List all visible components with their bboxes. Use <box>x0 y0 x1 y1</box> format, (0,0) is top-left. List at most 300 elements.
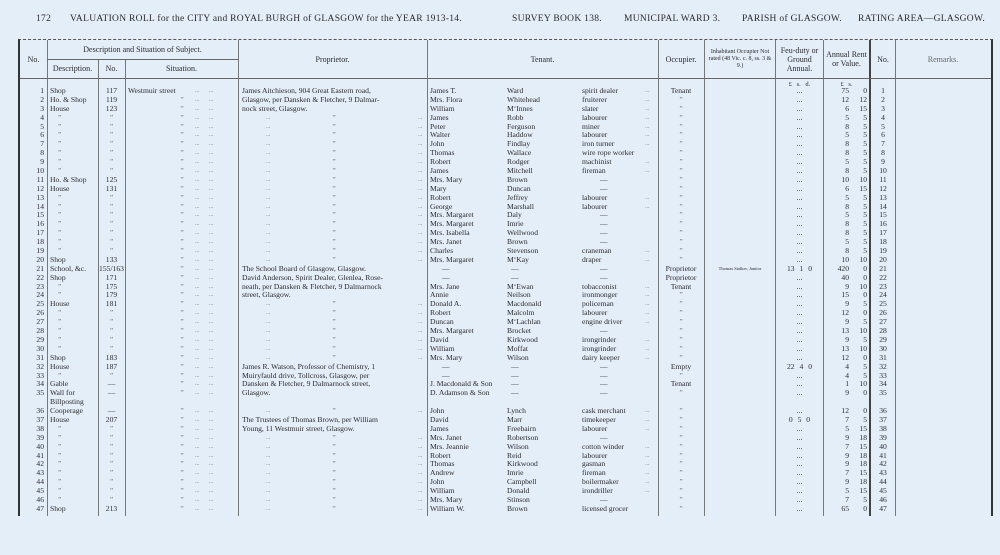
description: ” <box>58 166 62 176</box>
rent-shillings: 5 <box>863 494 867 504</box>
row-number: 27 <box>36 317 44 327</box>
street-number: ” <box>109 317 114 327</box>
street-number: ” <box>109 450 114 460</box>
row-number-right: 35 <box>879 388 887 398</box>
tenant-occupation: miner <box>582 121 600 131</box>
rent-pounds: 8 <box>845 219 849 229</box>
feu-duty: ... <box>796 219 803 229</box>
situation: ” <box>180 414 184 424</box>
description: Ho. & Shop <box>50 94 87 104</box>
description: ” <box>58 139 62 149</box>
feu-duty: ... <box>796 228 803 238</box>
row-number: 22 <box>36 272 44 282</box>
row-number: 46 <box>36 494 44 504</box>
row-number: 35 <box>36 388 44 398</box>
row-number-right: 21 <box>879 263 887 273</box>
tenant-occupation: engine driver <box>582 317 623 327</box>
rent-shillings: 0 <box>863 352 867 362</box>
feu-units: £ s. d. <box>788 80 811 88</box>
leader-dots: ... ... <box>195 390 214 397</box>
leader-dots: ... ... <box>195 372 214 379</box>
leader-dots: ... <box>418 452 423 459</box>
leader-dots: ... <box>266 452 271 459</box>
rent-pounds: 9 <box>845 432 849 442</box>
feu-duty: ... <box>796 183 803 193</box>
tenant-first-name: Andrew <box>430 468 455 478</box>
rent-pounds: 8 <box>845 246 849 256</box>
situation: ” <box>180 308 184 318</box>
leader-dots: ... <box>418 470 423 477</box>
leader-dots: ... ... <box>195 425 214 432</box>
row-number-right: 46 <box>879 494 887 504</box>
street-number: ” <box>109 192 114 202</box>
tenant-first-name: James <box>430 112 449 122</box>
rent-shillings: 5 <box>863 299 867 309</box>
description: ” <box>58 494 62 504</box>
street-number: ” <box>109 308 114 318</box>
row-number-right: 18 <box>879 237 887 247</box>
tenant-first-name: Robert <box>430 157 451 167</box>
leader-dots: ... <box>418 168 423 175</box>
street-number: ” <box>109 486 114 496</box>
street-number: 171 <box>105 272 118 282</box>
roll-title: VALUATION ROLL for the CITY and ROYAL BURGH of GLASGOW for the YEAR 1913-14. <box>70 14 463 24</box>
rent-pounds: 1 <box>845 379 849 389</box>
rent-pounds: 12 <box>841 94 849 104</box>
row-number: 32 <box>36 361 44 371</box>
leader-dots: ... <box>266 203 271 210</box>
occupier: ” <box>679 121 683 131</box>
row-number-right: 12 <box>879 183 887 193</box>
tenant-surname: Wallace <box>507 148 532 158</box>
feu-duty: ... <box>796 94 803 104</box>
tenant-surname: M‘Kay <box>507 254 529 264</box>
feu-duty: ... <box>796 157 803 167</box>
occupier: ” <box>679 317 683 327</box>
tenant-occupation: iron turner <box>582 139 615 149</box>
rent-shillings: 5 <box>863 210 867 220</box>
leader-dots: ... <box>418 132 423 139</box>
leader-dots: ... <box>645 443 650 450</box>
leader-dots: ... <box>266 185 271 192</box>
feu-duty: ... <box>796 343 803 353</box>
leader-dots: ... <box>418 434 423 441</box>
tenant-first-name: Charles <box>430 246 454 256</box>
row-number: 37 <box>36 414 44 424</box>
row-number-right: 37 <box>879 414 887 424</box>
tenant-first-name: Mrs. Jane <box>430 281 460 291</box>
row-number-right: 3 <box>881 103 885 113</box>
row-number-right: 1 <box>881 86 885 95</box>
description: ” <box>58 237 62 247</box>
proprietor: ” <box>332 157 336 167</box>
tenant-occupation: labourer <box>582 192 608 202</box>
rent-pounds: 4 <box>845 361 849 371</box>
description: ” <box>58 450 62 460</box>
tenant-surname: — <box>511 379 519 389</box>
row-number: 26 <box>36 308 44 318</box>
row-number-right: 33 <box>879 370 887 380</box>
tenant-occupation: — <box>600 219 608 229</box>
tenant-occupation: slater <box>582 103 599 113</box>
description: ” <box>58 468 62 478</box>
leader-dots: ... ... <box>195 479 214 486</box>
leader-dots: ... ... <box>195 283 214 290</box>
occupier: ” <box>679 468 683 478</box>
tenant-occupation: tobacconist <box>582 281 617 291</box>
tenant-occupation: labourer <box>582 450 608 460</box>
proprietor: ” <box>332 459 336 469</box>
row-number: 38 <box>36 423 44 433</box>
rent-pounds: 5 <box>845 486 849 496</box>
street-number: ” <box>109 130 114 140</box>
description: ” <box>58 486 62 496</box>
situation: ” <box>180 94 184 104</box>
street-number: ” <box>109 370 114 380</box>
description: ” <box>58 246 62 256</box>
rent-shillings: 15 <box>859 468 867 478</box>
row-number: 14 <box>36 201 44 211</box>
tenant-occupation: — <box>600 183 608 193</box>
tenant-first-name: John <box>430 477 445 487</box>
occupier: ” <box>679 432 683 442</box>
row-number: 25 <box>36 299 44 309</box>
row-number: 15 <box>36 210 44 220</box>
row-number: 1 <box>40 86 44 95</box>
situation: ” <box>180 174 184 184</box>
tenant-occupation: — <box>600 210 608 220</box>
leader-dots: ... ... <box>195 221 214 228</box>
situation: ” <box>180 352 184 362</box>
tenant-first-name: D. Adamson & Son <box>430 388 490 398</box>
rent-pounds: 9 <box>845 281 849 291</box>
leader-dots: ... <box>266 488 271 495</box>
tenant-surname: Stinson <box>507 494 530 504</box>
description: ” <box>58 334 62 344</box>
situation: ” <box>180 477 184 487</box>
leader-dots: ... <box>418 310 423 317</box>
tenant-first-name: William W. <box>430 503 465 513</box>
tenant-occupation: — <box>600 494 608 504</box>
rent-pounds: 9 <box>845 334 849 344</box>
leader-dots: ... ... <box>195 381 214 388</box>
feu-duty: ... <box>796 486 803 496</box>
proprietor: ” <box>332 246 336 256</box>
proprietor: ” <box>332 486 336 496</box>
row-number: 36 <box>36 406 44 416</box>
feu-duty: ... <box>796 388 803 398</box>
description: Cooperage <box>50 406 83 416</box>
street-number: ” <box>109 441 114 451</box>
feu-duty: ... <box>796 370 803 380</box>
leader-dots: ... <box>418 319 423 326</box>
proprietor: Glasgow, per Dansken & Fletcher, 9 Dalmar- <box>242 94 380 104</box>
leader-dots: ... <box>418 488 423 495</box>
row-number: 7 <box>40 139 44 149</box>
leader-dots: ... <box>645 132 650 139</box>
rent-pounds: 8 <box>845 228 849 238</box>
row-number-right: 6 <box>881 130 885 140</box>
rent-shillings: 10 <box>859 254 867 264</box>
leader-dots: ... <box>645 470 650 477</box>
row-number: 21 <box>36 263 44 273</box>
proprietor: neath, per Dansken & Fletcher, 9 Dalmarnock <box>242 281 382 291</box>
tenant-surname: Imrie <box>507 219 524 229</box>
street-number: ” <box>109 343 114 353</box>
tenant-first-name: William <box>430 103 455 113</box>
rent-shillings: 18 <box>859 450 867 460</box>
rent-pounds: 8 <box>845 201 849 211</box>
street-number: 133 <box>105 254 118 264</box>
street-number: — <box>107 379 116 389</box>
feu-duty: ... <box>796 174 803 184</box>
row-number-right: 32 <box>879 361 887 371</box>
occupier: Tenant <box>670 281 692 291</box>
rent-shillings: 10 <box>859 379 867 389</box>
rent-shillings: 15 <box>859 183 867 193</box>
row-number-right: 20 <box>879 254 887 264</box>
leader-dots: ... <box>645 141 650 148</box>
rent-shillings: 0 <box>863 263 867 273</box>
proprietor: ” <box>332 299 336 309</box>
tenant-first-name: David <box>430 414 449 424</box>
leader-dots: ... <box>266 470 271 477</box>
description: ” <box>58 219 62 229</box>
tenant-surname: Jeffrey <box>507 192 528 202</box>
street-number: ” <box>109 121 114 131</box>
leader-dots: ... <box>645 203 650 210</box>
rent-pounds: 8 <box>845 139 849 149</box>
leader-dots: ... <box>418 256 423 263</box>
row-number: 41 <box>36 450 44 460</box>
rent-shillings: 15 <box>859 423 867 433</box>
header-occupier: Occupier. <box>665 54 697 64</box>
tenant-surname: Robertson <box>507 432 539 442</box>
leader-dots: ... <box>645 248 650 255</box>
feu-duty: ... <box>796 432 803 442</box>
proprietor: ” <box>332 503 336 513</box>
rent-shillings: 5 <box>863 166 867 176</box>
row-number-right: 29 <box>879 334 887 344</box>
street-number: ” <box>109 326 114 336</box>
occupier: ” <box>679 494 683 504</box>
tenant-surname: Duncan <box>507 183 531 193</box>
rent-shillings: 5 <box>863 130 867 140</box>
leader-dots: ... <box>418 443 423 450</box>
leader-dots: ... ... <box>195 408 214 415</box>
occupier: ” <box>679 183 683 193</box>
situation: ” <box>180 468 184 478</box>
proprietor: ” <box>332 468 336 478</box>
tenant-occupation: machinist <box>582 157 612 167</box>
rent-units: £ s. <box>840 80 853 88</box>
tenant-first-name: William <box>430 486 455 496</box>
street-number: ” <box>109 494 114 504</box>
description: Ho. & Shop <box>50 174 87 184</box>
leader-dots: ... <box>266 248 271 255</box>
leader-dots: ... <box>266 301 271 308</box>
description: House <box>50 103 70 113</box>
leader-dots: ... ... <box>195 434 214 441</box>
feu-duty: ... <box>796 326 803 336</box>
situation: ” <box>180 157 184 167</box>
tenant-first-name: Mrs. Janet <box>430 432 462 442</box>
leader-dots: ... <box>645 319 650 326</box>
street-number: 207 <box>105 414 118 424</box>
leader-dots: ... <box>266 354 271 361</box>
occupier: Tenant <box>670 86 692 95</box>
description: ” <box>58 121 62 131</box>
tenant-occupation: labourer <box>582 308 608 318</box>
leader-dots: ... <box>266 461 271 468</box>
rent-shillings: 15 <box>859 103 867 113</box>
feu-duty: ... <box>796 201 803 211</box>
tenant-occupation: — <box>600 174 608 184</box>
leader-dots: ... <box>645 479 650 486</box>
leader-dots: ... <box>266 310 271 317</box>
tenant-occupation: cotton winder <box>582 441 624 451</box>
feu-duty: ... <box>796 112 803 122</box>
tenant-first-name: Mrs. Isabella <box>430 228 470 238</box>
leader-dots: ... <box>418 345 423 352</box>
leader-dots: ... ... <box>195 319 214 326</box>
leader-dots: ... <box>418 408 423 415</box>
leader-dots: ... <box>266 159 271 166</box>
tenant-first-name: James <box>430 166 449 176</box>
rent-shillings: 5 <box>863 201 867 211</box>
leader-dots: ... ... <box>195 363 214 370</box>
street-number: ” <box>109 432 114 442</box>
rent-pounds: 10 <box>841 254 849 264</box>
row-number-right: 9 <box>881 157 885 167</box>
tenant-first-name: — <box>442 370 450 380</box>
occupier: ” <box>679 477 683 487</box>
rent-pounds: 13 <box>841 326 849 336</box>
proprietor: ” <box>332 477 336 487</box>
rent-shillings: 5 <box>863 317 867 327</box>
leader-dots: ... ... <box>195 328 214 335</box>
situation: ” <box>180 272 184 282</box>
tenant-first-name: Walter <box>430 130 451 140</box>
tenant-first-name: — <box>442 272 450 282</box>
tenant-occupation: — <box>600 237 608 247</box>
leader-dots: ... ... <box>195 416 214 423</box>
row-number-right: 24 <box>879 290 887 300</box>
tenant-surname: — <box>511 388 519 398</box>
situation: ” <box>180 503 184 513</box>
description: ” <box>58 130 62 140</box>
leader-dots: ... <box>645 159 650 166</box>
description: ” <box>58 112 62 122</box>
situation: ” <box>180 148 184 158</box>
tenant-surname: Imrie <box>507 468 524 478</box>
street-number: — <box>107 388 116 398</box>
occupier: ” <box>679 334 683 344</box>
tenant-occupation: craneman <box>582 246 612 256</box>
rent-pounds: 5 <box>845 423 849 433</box>
situation: ” <box>180 103 184 113</box>
situation: ” <box>180 388 184 398</box>
leader-dots: ... <box>645 425 650 432</box>
row-number-right: 15 <box>879 210 887 220</box>
description: House <box>50 183 70 193</box>
situation: ” <box>180 343 184 353</box>
occupier: Proprietor <box>665 263 697 273</box>
situation: ” <box>180 210 184 220</box>
rent-shillings: 0 <box>863 406 867 416</box>
tenant-occupation: — <box>600 388 608 398</box>
tenant-surname: Whitehead <box>507 94 540 104</box>
row-number-right: 39 <box>879 432 887 442</box>
rent-pounds: 40 <box>841 272 849 282</box>
tenant-surname: — <box>511 370 519 380</box>
row-number: 28 <box>36 326 44 336</box>
situation: ” <box>180 326 184 336</box>
rent-pounds: 5 <box>845 157 849 167</box>
feu-duty: ... <box>796 237 803 247</box>
rent-shillings: 0 <box>863 503 867 513</box>
tenant-first-name: Robert <box>430 192 451 202</box>
feu-duty: ... <box>796 139 803 149</box>
rent-shillings: 0 <box>863 388 867 398</box>
rent-shillings: 0 <box>863 86 867 95</box>
street-number: ” <box>109 334 114 344</box>
row-number: 24 <box>36 290 44 300</box>
occupier: ” <box>679 201 683 211</box>
leader-dots: ... <box>645 88 650 94</box>
street-number: ” <box>109 219 114 229</box>
description: ” <box>58 459 62 469</box>
rent-pounds: 12 <box>841 406 849 416</box>
street-number: 123 <box>105 103 118 113</box>
rent-pounds: 9 <box>845 388 849 398</box>
leader-dots: ... <box>645 354 650 361</box>
leader-dots: ... <box>266 408 271 415</box>
leader-dots: ... ... <box>195 203 214 210</box>
street-number: 155/163 <box>99 263 124 273</box>
tenant-occupation: draper <box>582 254 602 264</box>
rent-shillings: 5 <box>863 139 867 149</box>
situation: ” <box>180 166 184 176</box>
leader-dots: ... <box>418 114 423 121</box>
proprietor: ” <box>332 254 336 264</box>
street-number: 213 <box>105 503 118 513</box>
leader-dots: ... <box>645 292 650 299</box>
tenant-occupation: irongrinder <box>582 334 617 344</box>
situation: ” <box>180 441 184 451</box>
situation: ” <box>180 317 184 327</box>
leader-dots: ... <box>645 336 650 343</box>
proprietor: ” <box>332 201 336 211</box>
tenant-occupation: boilermaker <box>582 477 619 487</box>
leader-dots: ... <box>266 443 271 450</box>
row-number-right: 22 <box>879 272 887 282</box>
leader-dots: ... <box>266 505 271 512</box>
rent-pounds: 13 <box>841 343 849 353</box>
occupier: ” <box>679 112 683 122</box>
description: Shop <box>50 254 66 264</box>
tenant-first-name: David <box>430 334 449 344</box>
survey-book: SURVEY BOOK 138. <box>512 14 602 24</box>
tenant-occupation: — <box>600 361 608 371</box>
tenant-occupation: gasman <box>582 459 606 469</box>
tenant-occupation: — <box>600 263 608 273</box>
street-number: ” <box>109 112 114 122</box>
tenant-first-name: Mrs. Jeannie <box>430 441 469 451</box>
rent-shillings: 0 <box>863 308 867 318</box>
row-number-right: 16 <box>879 219 887 229</box>
tenant-first-name: Thomas <box>430 459 455 469</box>
